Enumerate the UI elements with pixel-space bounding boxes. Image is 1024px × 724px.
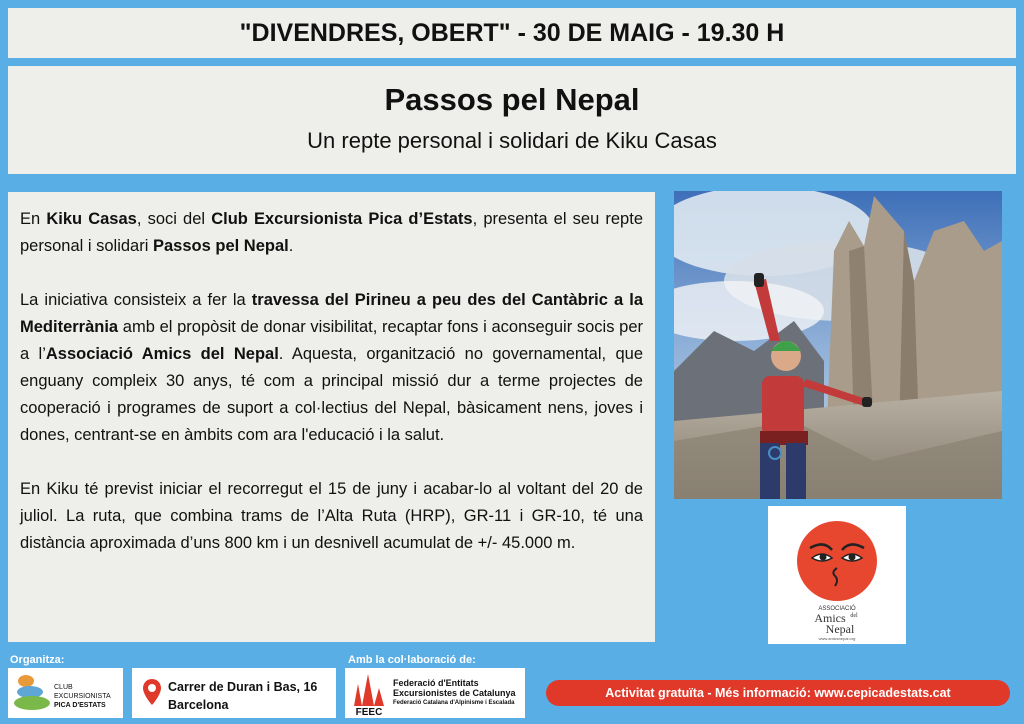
text-run-2: amb el propòsit de donar visibilitat, recaptar fons i aconseguir socis per a l’ [20, 318, 643, 363]
feec-line3: Federació Catalana d'Alpinisme i Escalada [393, 700, 515, 706]
paragraph-initiative [20, 287, 643, 449]
paragraph-route [20, 476, 643, 557]
feec-abbr: FEEC [355, 707, 383, 716]
feec-line2: Excursionistes de Catalunya [393, 688, 516, 698]
text-run-6: . [288, 237, 294, 255]
hiker-photo [674, 191, 1002, 499]
info-link-text[interactable]: Activitat gratuïta - Més informació: www.cepicadestats.cat [605, 686, 951, 700]
club-name [54, 683, 111, 710]
paragraph-intro [20, 206, 643, 260]
text-run-0: En [20, 210, 47, 228]
bold-run-1: Kiku Casas [46, 210, 137, 228]
text-run-0: En Kiku té previst iniciar el recorregut el 15 de juny i acabar-lo al voltant del 20 de juliol. La ruta, que combina trams de l’Alta Ruta (HRP), GR-11 i GR-10, té una distància aproximada d’uns 800 km i un desnivell acumulat de +/- 45.000 m. [20, 480, 643, 552]
club-logo-icon [12, 673, 52, 713]
text-run-2: , soci del [136, 210, 212, 228]
text-run-4: . Aquesta, organització no governamental, que enguany compleix 30 anys, té com a principal missió dur a terme projectes de cooperació i programes de suport a col·lectius del Nepal, bàsicament nens, joves i dones, centrant-se en àmbits com ara l'educació i la salut. [20, 345, 643, 444]
bold-run-1: travessa del Pirineu a peu des del Cantàbric a la Mediterrània [20, 291, 643, 336]
map-pin-icon [142, 678, 162, 706]
club-line1: CLUB [54, 684, 73, 691]
collab-label: Amb la col·laboració de: [348, 654, 476, 666]
feec-line1: Federació d'Entitats [393, 678, 479, 688]
club-line3: PICA D'ESTATS [54, 702, 106, 709]
info-link-banner[interactable] [546, 680, 1010, 706]
address-street: Carrer de Duran i Bas, 16 [168, 680, 318, 694]
feec-logo-icon [348, 670, 390, 716]
event-header [8, 8, 1016, 58]
bold-run-3: Associació Amics del Nepal [45, 345, 279, 363]
feec-name [393, 678, 516, 708]
address-city: Barcelona [168, 698, 229, 712]
club-logo-card [8, 668, 123, 718]
text-run-4: , presenta el seu repte personal i solidari [20, 210, 643, 255]
bold-run-5: Passos pel Nepal [152, 237, 289, 255]
organitza-label: Organitza: [10, 654, 65, 666]
amics-nepal-logo [768, 506, 906, 644]
amics-line4: Nepal [825, 622, 855, 636]
feec-logo-card [345, 668, 525, 718]
bold-run-3: Club Excursionista Pica d’Estats [211, 210, 473, 228]
text-run-0: La iniciativa consisteix a fer la [20, 291, 252, 309]
amics-line2: Amics [814, 611, 846, 625]
amics-line1: ASSOCIACIÓ [818, 606, 856, 612]
title-box [8, 66, 1016, 174]
event-date-line: "DIVENDRES, OBERT" - 30 DE MAIG - 19.30 H [239, 18, 785, 47]
address-card [132, 668, 336, 718]
description-box [8, 192, 655, 642]
amics-url: www.amicsnepal.org [818, 636, 856, 641]
page-subtitle: Un repte personal i solidari de Kiku Casas [307, 128, 717, 153]
club-line2: EXCURSIONISTA [54, 693, 111, 700]
page-title: Passos pel Nepal [384, 82, 640, 117]
address [168, 678, 317, 714]
nepal-eyes-icon [768, 506, 906, 644]
amics-line3: del [850, 613, 858, 619]
